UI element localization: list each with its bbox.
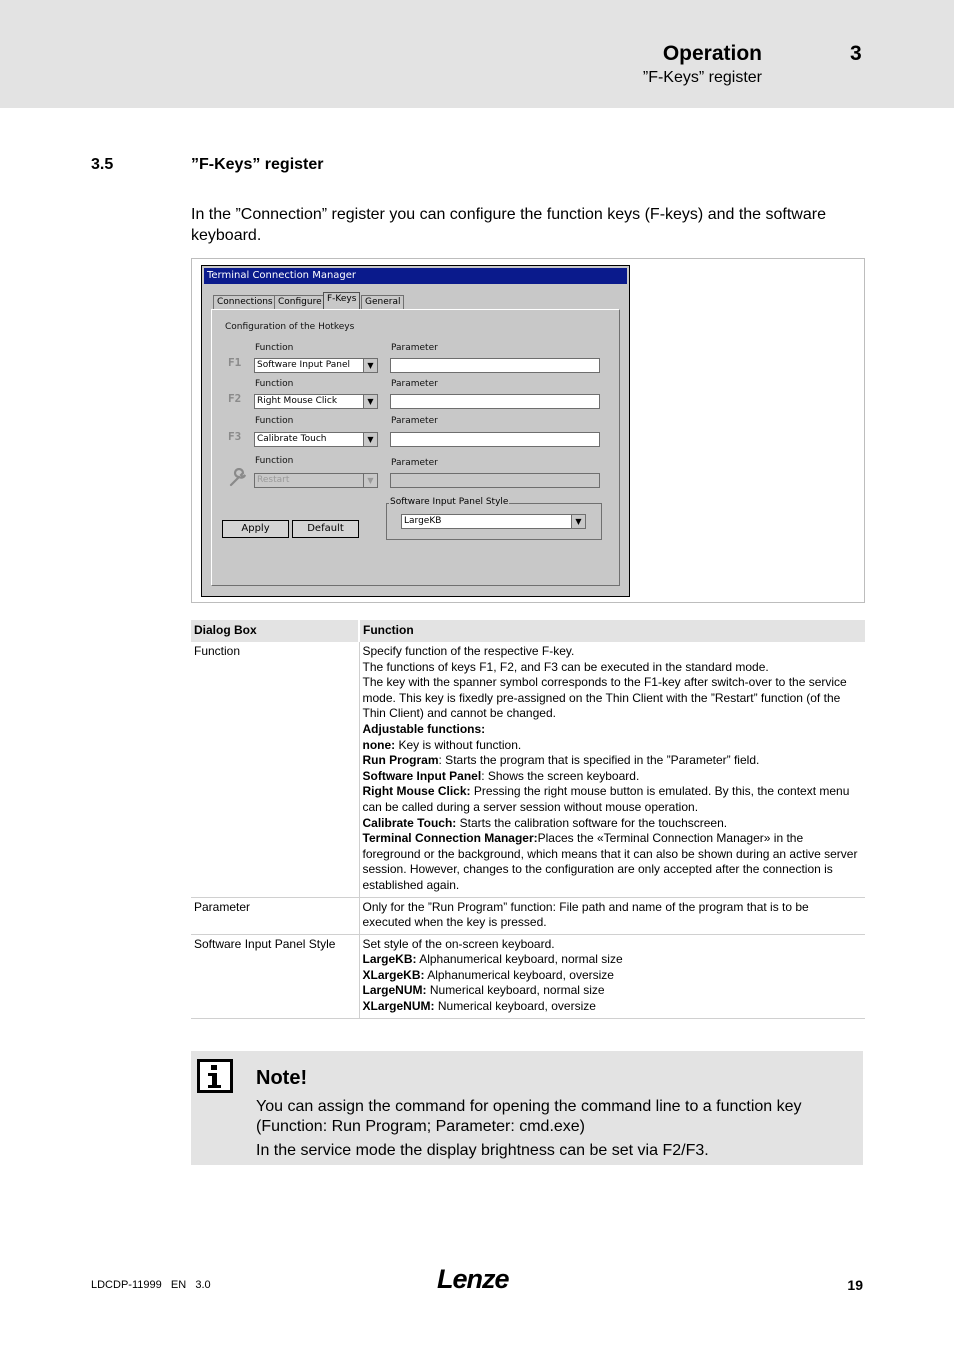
f-keys-panel <box>211 309 620 586</box>
f1-function-value: Software Input Panel <box>257 360 350 370</box>
lenze-logo: Lenze <box>437 1264 509 1294</box>
tab-f-keys[interactable]: F-Keys <box>323 292 360 310</box>
page-number: 19 <box>847 1277 863 1293</box>
chevron-down-icon[interactable]: ▼ <box>363 395 377 408</box>
chapter-number: 3 <box>850 42 862 65</box>
sip-style-select[interactable] <box>401 514 586 529</box>
function-line: The functions of keys F1, F2, and F3 can be executed in the standard mode. <box>362 659 769 674</box>
table-header-dialog-box: Dialog Box <box>191 620 359 642</box>
row-name: Software Input Panel Style <box>191 934 359 1018</box>
list-item: Run Program: Starts the program that is specified in the ”Parameter” field. <box>362 753 760 768</box>
adjustable-heading: Adjustable functions: <box>362 721 486 736</box>
wrench-icon <box>228 468 248 488</box>
chevron-down-icon[interactable]: ▼ <box>571 515 585 528</box>
hotkeys-group-label: Configuration of the Hotkeys <box>225 322 355 332</box>
function-label: Function <box>255 456 294 466</box>
info-icon <box>197 1059 233 1093</box>
window-title: Terminal Connection Manager <box>204 268 627 284</box>
list-item: XLargeKB: Alphanumerical keyboard, oversize <box>362 967 614 982</box>
intro-paragraph: In the ”Connection” register you can configure the function keys (F-keys) and the software keyboard. <box>191 206 826 244</box>
chapter-title: Operation <box>662 42 762 65</box>
list-item: Terminal Connection Manager:Places the «Terminal Connection Manager» in the foreground or the background, which means that it can also be shown during an active server session. However, changes to the configuration are only accepted after the connection is established again. <box>362 831 858 892</box>
function-label: Function <box>255 416 294 426</box>
f3-function-value: Calibrate Touch <box>257 434 327 444</box>
note-box <box>191 1051 863 1165</box>
f3-key-label: F3 <box>228 430 242 443</box>
chevron-down-icon[interactable]: ▼ <box>363 433 377 446</box>
table-header-row <box>191 620 865 642</box>
service-function-select <box>254 473 378 488</box>
parameter-label: Parameter <box>391 416 438 426</box>
note-paragraph: In the service mode the display brightness can be set via F2/F3. <box>256 1142 709 1159</box>
screenshot-frame <box>191 258 865 603</box>
list-item: LargeKB: Alphanumerical keyboard, normal size <box>362 952 623 967</box>
table-row <box>191 642 865 897</box>
note-title: Note! <box>256 1067 308 1089</box>
function-label: Function <box>255 343 294 353</box>
row-description <box>359 934 865 1018</box>
list-item: XLargeNUM: Numerical keyboard, oversize <box>362 999 596 1014</box>
list-item: Calibrate Touch: Starts the calibration software for the touchscreen. <box>362 815 728 830</box>
f3-function-select[interactable] <box>254 432 378 447</box>
function-label: Function <box>255 379 294 389</box>
f3-parameter-input[interactable] <box>390 432 600 447</box>
sip-style-group-label: Software Input Panel Style <box>390 497 509 507</box>
list-item: LargeNUM: Numerical keyboard, normal size <box>362 983 605 998</box>
f1-function-select[interactable] <box>254 358 378 373</box>
row-name: Function <box>191 642 359 897</box>
sip-style-value: LargeKB <box>404 516 442 526</box>
f2-function-value: Right Mouse Click <box>257 396 338 406</box>
parameter-label: Parameter <box>391 458 438 468</box>
document-id: LDCDP-11999 EN 3.0 <box>91 1279 211 1291</box>
chevron-down-icon[interactable]: ▼ <box>363 359 377 372</box>
description-table <box>191 620 865 1019</box>
service-function-value: Restart <box>257 475 290 485</box>
row-description: Only for the ”Run Program” function: File path and name of the program that is to be executed when the key is pressed. <box>359 897 865 934</box>
list-item: none: Key is without function. <box>362 737 522 752</box>
header-band <box>0 0 954 108</box>
f1-parameter-input[interactable] <box>390 358 600 373</box>
chevron-down-icon: ▼ <box>363 474 377 487</box>
row-name: Parameter <box>191 897 359 934</box>
list-item: Software Input Panel: Shows the screen keyboard. <box>362 768 640 783</box>
default-button[interactable]: Default <box>292 520 359 538</box>
service-parameter-input <box>390 473 600 488</box>
table-row <box>191 934 865 1018</box>
terminal-connection-manager-window <box>201 265 630 597</box>
chapter-subtitle: ”F-Keys” register <box>642 69 762 86</box>
row-description <box>359 642 865 897</box>
f2-function-select[interactable] <box>254 394 378 409</box>
f1-key-label: F1 <box>228 356 242 369</box>
table-header-function: Function <box>359 620 865 642</box>
tab-connections[interactable]: Connections <box>213 295 277 310</box>
apply-button[interactable]: Apply <box>222 520 289 538</box>
tab-configure[interactable]: Configure <box>274 295 326 310</box>
sip-intro: Set style of the on-screen keyboard. <box>362 936 555 951</box>
note-text <box>256 1097 856 1161</box>
function-line: The key with the spanner symbol corresponds to the F1-key after switch-over to the service mode. This key is fixedly pre-assigned on the Thin Client with the ”Restart” function (of the Thin Client) and cannot be changed. <box>362 675 847 721</box>
f2-key-label: F2 <box>228 392 242 405</box>
table-row <box>191 897 865 934</box>
f2-parameter-input[interactable] <box>390 394 600 409</box>
function-line: Specify function of the respective F-key. <box>362 644 575 658</box>
parameter-label: Parameter <box>391 379 438 389</box>
tab-general[interactable]: General <box>361 295 404 310</box>
note-paragraph: You can assign the command for opening the command line to a function key (Function: Run Program; Parameter: cmd.exe) <box>256 1098 802 1135</box>
section-number: 3.5 <box>91 156 114 173</box>
section-title: ”F-Keys” register <box>191 156 324 173</box>
list-item: Right Mouse Click: Pressing the right mouse button is emulated. By this, the context menu can be called during a server session without mouse operation. <box>362 784 850 814</box>
sip-style-group <box>386 497 602 540</box>
parameter-label: Parameter <box>391 343 438 353</box>
